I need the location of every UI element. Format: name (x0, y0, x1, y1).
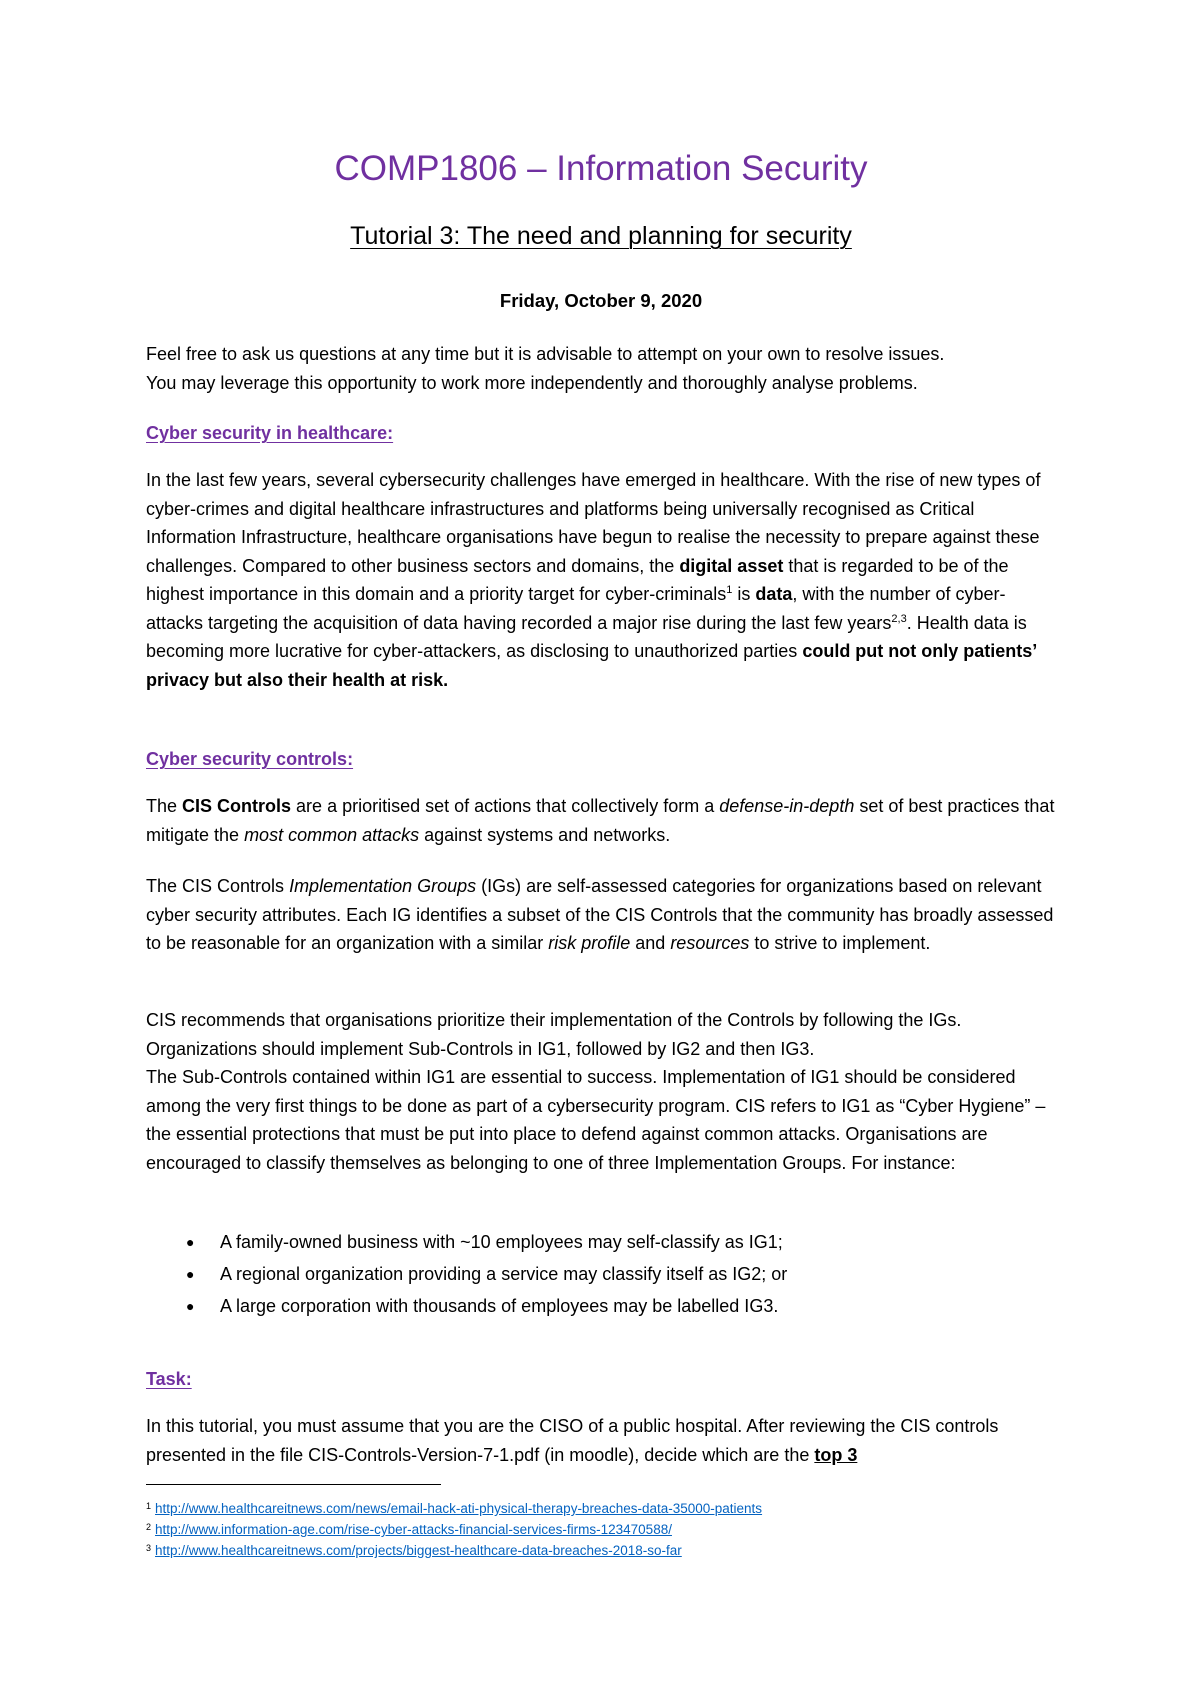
intro-line-2: You may leverage this opportunity to work more independently and thoroughly analyse problems. (146, 372, 918, 393)
heading-task: Task: (146, 1369, 192, 1389)
footnotes (146, 1497, 1056, 1560)
text: against systems and networks. (419, 824, 671, 845)
controls-paragraph-3-line-1: CIS recommends that organisations prioritize their implementation of the Controls by following the IGs. Organizations should implement Sub-Controls in IG1, followed by IG2 and then IG3. (146, 1010, 962, 1059)
footnote-separator (146, 1484, 441, 1485)
italic-text: most common attacks (244, 824, 420, 845)
bullet-icon: ● (186, 1234, 195, 1250)
controls-paragraph-3-line-2: The Sub-Controls contained within IG1 are essential to success. Implementation of IG1 should be considered among the very first things to be done as part of a cybersecurity program. CIS refers to IG1 as “Cyber Hygiene” – the essential protections that must be put into place to defend against common attacks. Organisations are encouraged to classify themselves as belonging to one of three Implementation Groups. For instance: (146, 1067, 1046, 1173)
text: , with the number of cyber-attacks targeting the acquisition of data having recorded a major rise during the last few years (146, 584, 1006, 633)
controls-paragraph-2 (146, 872, 1056, 958)
text: that is regarded to be of the highest importance in this domain and a priority target for cyber-criminals (146, 555, 1009, 604)
text: In the last few years, several cybersecurity challenges have emerged in healthcare. With the rise of new types of cyber-crimes and digital healthcare infrastructures and platforms being universally recognised as Critical Information Infrastructure, healthcare organisations have begun to realise the necessity to prepare against these challenges. Compared to other business sectors and domains, the (146, 470, 1041, 576)
footnote-2 (146, 1518, 1056, 1539)
italic-text: Implementation Groups (289, 876, 477, 896)
text: . Health data is becoming more lucrative for cyber-attackers, as disclosing to unauthorized parties (146, 612, 1027, 661)
footnote-number: 2 (146, 1522, 152, 1532)
footnote-link-3[interactable]: http://www.healthcareitnews.com/projects/biggest-healthcare-data-breaches-2018-so-far (155, 1543, 682, 1558)
bold-text: data (755, 584, 793, 604)
list-item-text: A family-owned business with ~10 employees may self-classify as IG1; (220, 1232, 783, 1252)
text: are a prioritised set of actions that collectively form a (291, 796, 720, 816)
bold-text: could put not only patients’ privacy but also their health at risk. (146, 641, 1037, 690)
document-subtitle (146, 220, 1056, 252)
footnote-number: 3 (146, 1543, 152, 1553)
list-item-text: A regional organization providing a service may classify itself as IG2; or (220, 1264, 788, 1284)
footnote-ref: 2,3 (891, 612, 907, 625)
intro-line-1: Feel free to ask us questions at any time but it is advisable to attempt on your own to resolve issues. (146, 344, 945, 364)
italic-text: defense-in-depth (719, 796, 855, 816)
text: The CIS Controls (146, 876, 290, 896)
emphasis-top-3: top 3 (814, 1444, 858, 1465)
controls-paragraph-3 (146, 1006, 1056, 1177)
italic-text: resources (670, 933, 750, 953)
intro-paragraph (146, 340, 1056, 397)
bold-text: digital asset (679, 555, 784, 576)
task-paragraph (146, 1412, 1056, 1469)
bold-text: CIS Controls (182, 796, 292, 816)
heading-controls: Cyber security controls: (146, 749, 354, 769)
text: and (630, 933, 671, 953)
list-item-text: A large corporation with thousands of employees may be labelled IG3. (220, 1296, 779, 1316)
bullet-icon: ● (186, 1266, 195, 1282)
text: In this tutorial, you must assume that you are the CISO of a public hospital. After reviewing the CIS controls presented in the file CIS-Controls-Version-7-1.pdf (in moodle), decide which are the (146, 1416, 999, 1465)
heading-healthcare: Cyber security in healthcare: (146, 423, 394, 443)
text: is (732, 584, 756, 604)
footnote-link-1[interactable]: http://www.healthcareitnews.com/news/email-hack-ati-physical-therapy-breaches-data-35000-patients (155, 1501, 763, 1516)
footnote-1 (146, 1497, 1056, 1518)
footnote-3 (146, 1539, 1056, 1560)
list-item (146, 1226, 1056, 1258)
subtitle-text: Tutorial 3: The need and planning for security (350, 222, 852, 250)
bullet-icon: ● (186, 1298, 195, 1314)
controls-paragraph-1 (146, 792, 1056, 849)
footnote-ref: 1 (726, 584, 733, 596)
text: to strive to implement. (749, 933, 931, 953)
footnote-number: 1 (146, 1501, 152, 1511)
list-item (146, 1258, 1056, 1290)
document-date: Friday, October 9, 2020 (499, 290, 703, 311)
text: (IGs) are self-assessed categories for organizations based on relevant cyber security attributes. Each IG identifies a subset of the CIS Controls that the community has broadly assessed to be reasonable for an organization with a similar (146, 876, 1054, 953)
healthcare-paragraph (146, 466, 1056, 694)
ig-examples-list (146, 1226, 1056, 1322)
italic-text: risk profile (548, 933, 631, 953)
footnote-link-2[interactable]: http://www.information-age.com/rise-cyber-attacks-financial-services-firms-123470588/ (155, 1522, 672, 1537)
text: The (146, 796, 183, 816)
list-item (146, 1290, 1056, 1322)
text: set of best practices that mitigate the (146, 796, 1055, 845)
document-title: COMP1806 – Information Security (334, 149, 868, 188)
